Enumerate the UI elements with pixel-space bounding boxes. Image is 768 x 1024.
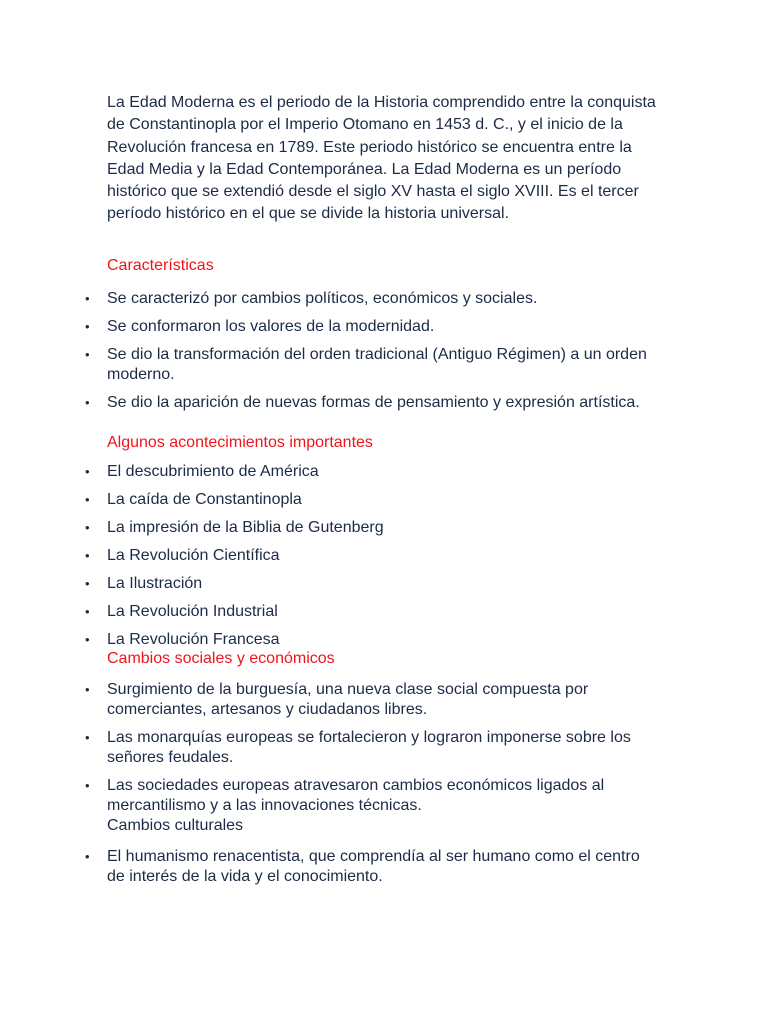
list-item-text: La impresión de la Biblia de Gutenberg — [107, 519, 384, 536]
list-item — [0, 680, 647, 720]
list-item-text: La Revolución Científica — [107, 547, 280, 564]
bullet-icon: • — [85, 604, 90, 619]
section-heading-cambios-sociales: Cambios sociales y económicos — [107, 650, 335, 667]
intro-paragraph: La Edad Moderna es el periodo de la Historia comprendido entre la conquista de Constantinopla por el Imperio Otomano en 1453 d. C., y el inicio de la Revolución francesa en 1789. Este periodo histórico se encuentra entre la Edad Media y la Edad Contemporánea. La Edad Moderna es un período histórico que se extendió desde el siglo XV hasta el siglo XVIII. Es el tercer período histórico en el que se divide la historia universal. — [107, 94, 656, 223]
list-item — [0, 728, 647, 768]
bullet-icon: • — [85, 778, 90, 793]
acontecimientos-list — [0, 462, 768, 650]
section-heading-cambios-culturales: Cambios culturales — [107, 817, 244, 834]
list-item — [0, 847, 647, 887]
bullet-icon: • — [85, 682, 90, 697]
list-item-text: Las sociedades europeas atravesaron cambios económicos ligados al mercantilismo y a las innovaciones técnicas. — [107, 777, 605, 814]
caracteristicas-list — [0, 289, 768, 413]
list-item — [0, 393, 647, 413]
list-item-text: La Revolución Industrial — [107, 603, 278, 620]
list-item — [0, 574, 647, 594]
bullet-icon: • — [85, 576, 90, 591]
bullet-icon: • — [85, 492, 90, 507]
list-item-text: Se dio la aparición de nuevas formas de pensamiento y expresión artística. — [107, 394, 640, 411]
list-item — [0, 518, 647, 538]
bullet-icon: • — [85, 632, 90, 647]
list-item-text: La Revolución Francesa — [107, 631, 280, 648]
list-item — [0, 289, 647, 309]
list-item-text: Surgimiento de la burguesía, una nueva clase social compuesta por comerciantes, artesanos y ciudadanos libres. — [107, 681, 589, 718]
section-heading-acontecimientos: Algunos acontecimientos importantes — [107, 434, 373, 451]
bullet-icon: • — [85, 520, 90, 535]
list-item — [0, 776, 647, 816]
section-heading-caracteristicas: Características — [107, 257, 214, 274]
bullet-icon: • — [85, 849, 90, 864]
list-item — [0, 602, 647, 622]
list-item — [0, 345, 647, 385]
bullet-icon: • — [85, 395, 90, 410]
bullet-icon: • — [85, 730, 90, 745]
list-item-text: El descubrimiento de América — [107, 463, 319, 480]
list-item — [0, 546, 647, 566]
cambios-sociales-list — [0, 680, 768, 816]
list-item — [0, 490, 647, 510]
list-item — [0, 462, 647, 482]
list-item-text: Se dio la transformación del orden tradicional (Antiguo Régimen) a un orden moderno. — [107, 346, 647, 383]
bullet-icon: • — [85, 548, 90, 563]
list-item-text: Se conformaron los valores de la modernidad. — [107, 318, 435, 335]
list-item — [0, 317, 647, 337]
list-item — [0, 630, 647, 650]
bullet-icon: • — [85, 291, 90, 306]
list-item-text: Se caracterizó por cambios políticos, económicos y sociales. — [107, 290, 538, 307]
bullet-icon: • — [85, 319, 90, 334]
list-item-text: Las monarquías europeas se fortalecieron y lograron imponerse sobre los señores feudales. — [107, 729, 631, 766]
list-item-text: La Ilustración — [107, 575, 203, 592]
bullet-icon: • — [85, 347, 90, 362]
cambios-culturales-list — [0, 847, 768, 887]
list-item-text: El humanismo renacentista, que comprendía al ser humano como el centro de interés de la vida y el conocimiento. — [107, 848, 640, 885]
list-item-text: La caída de Constantinopla — [107, 491, 302, 508]
bullet-icon: • — [85, 464, 90, 479]
